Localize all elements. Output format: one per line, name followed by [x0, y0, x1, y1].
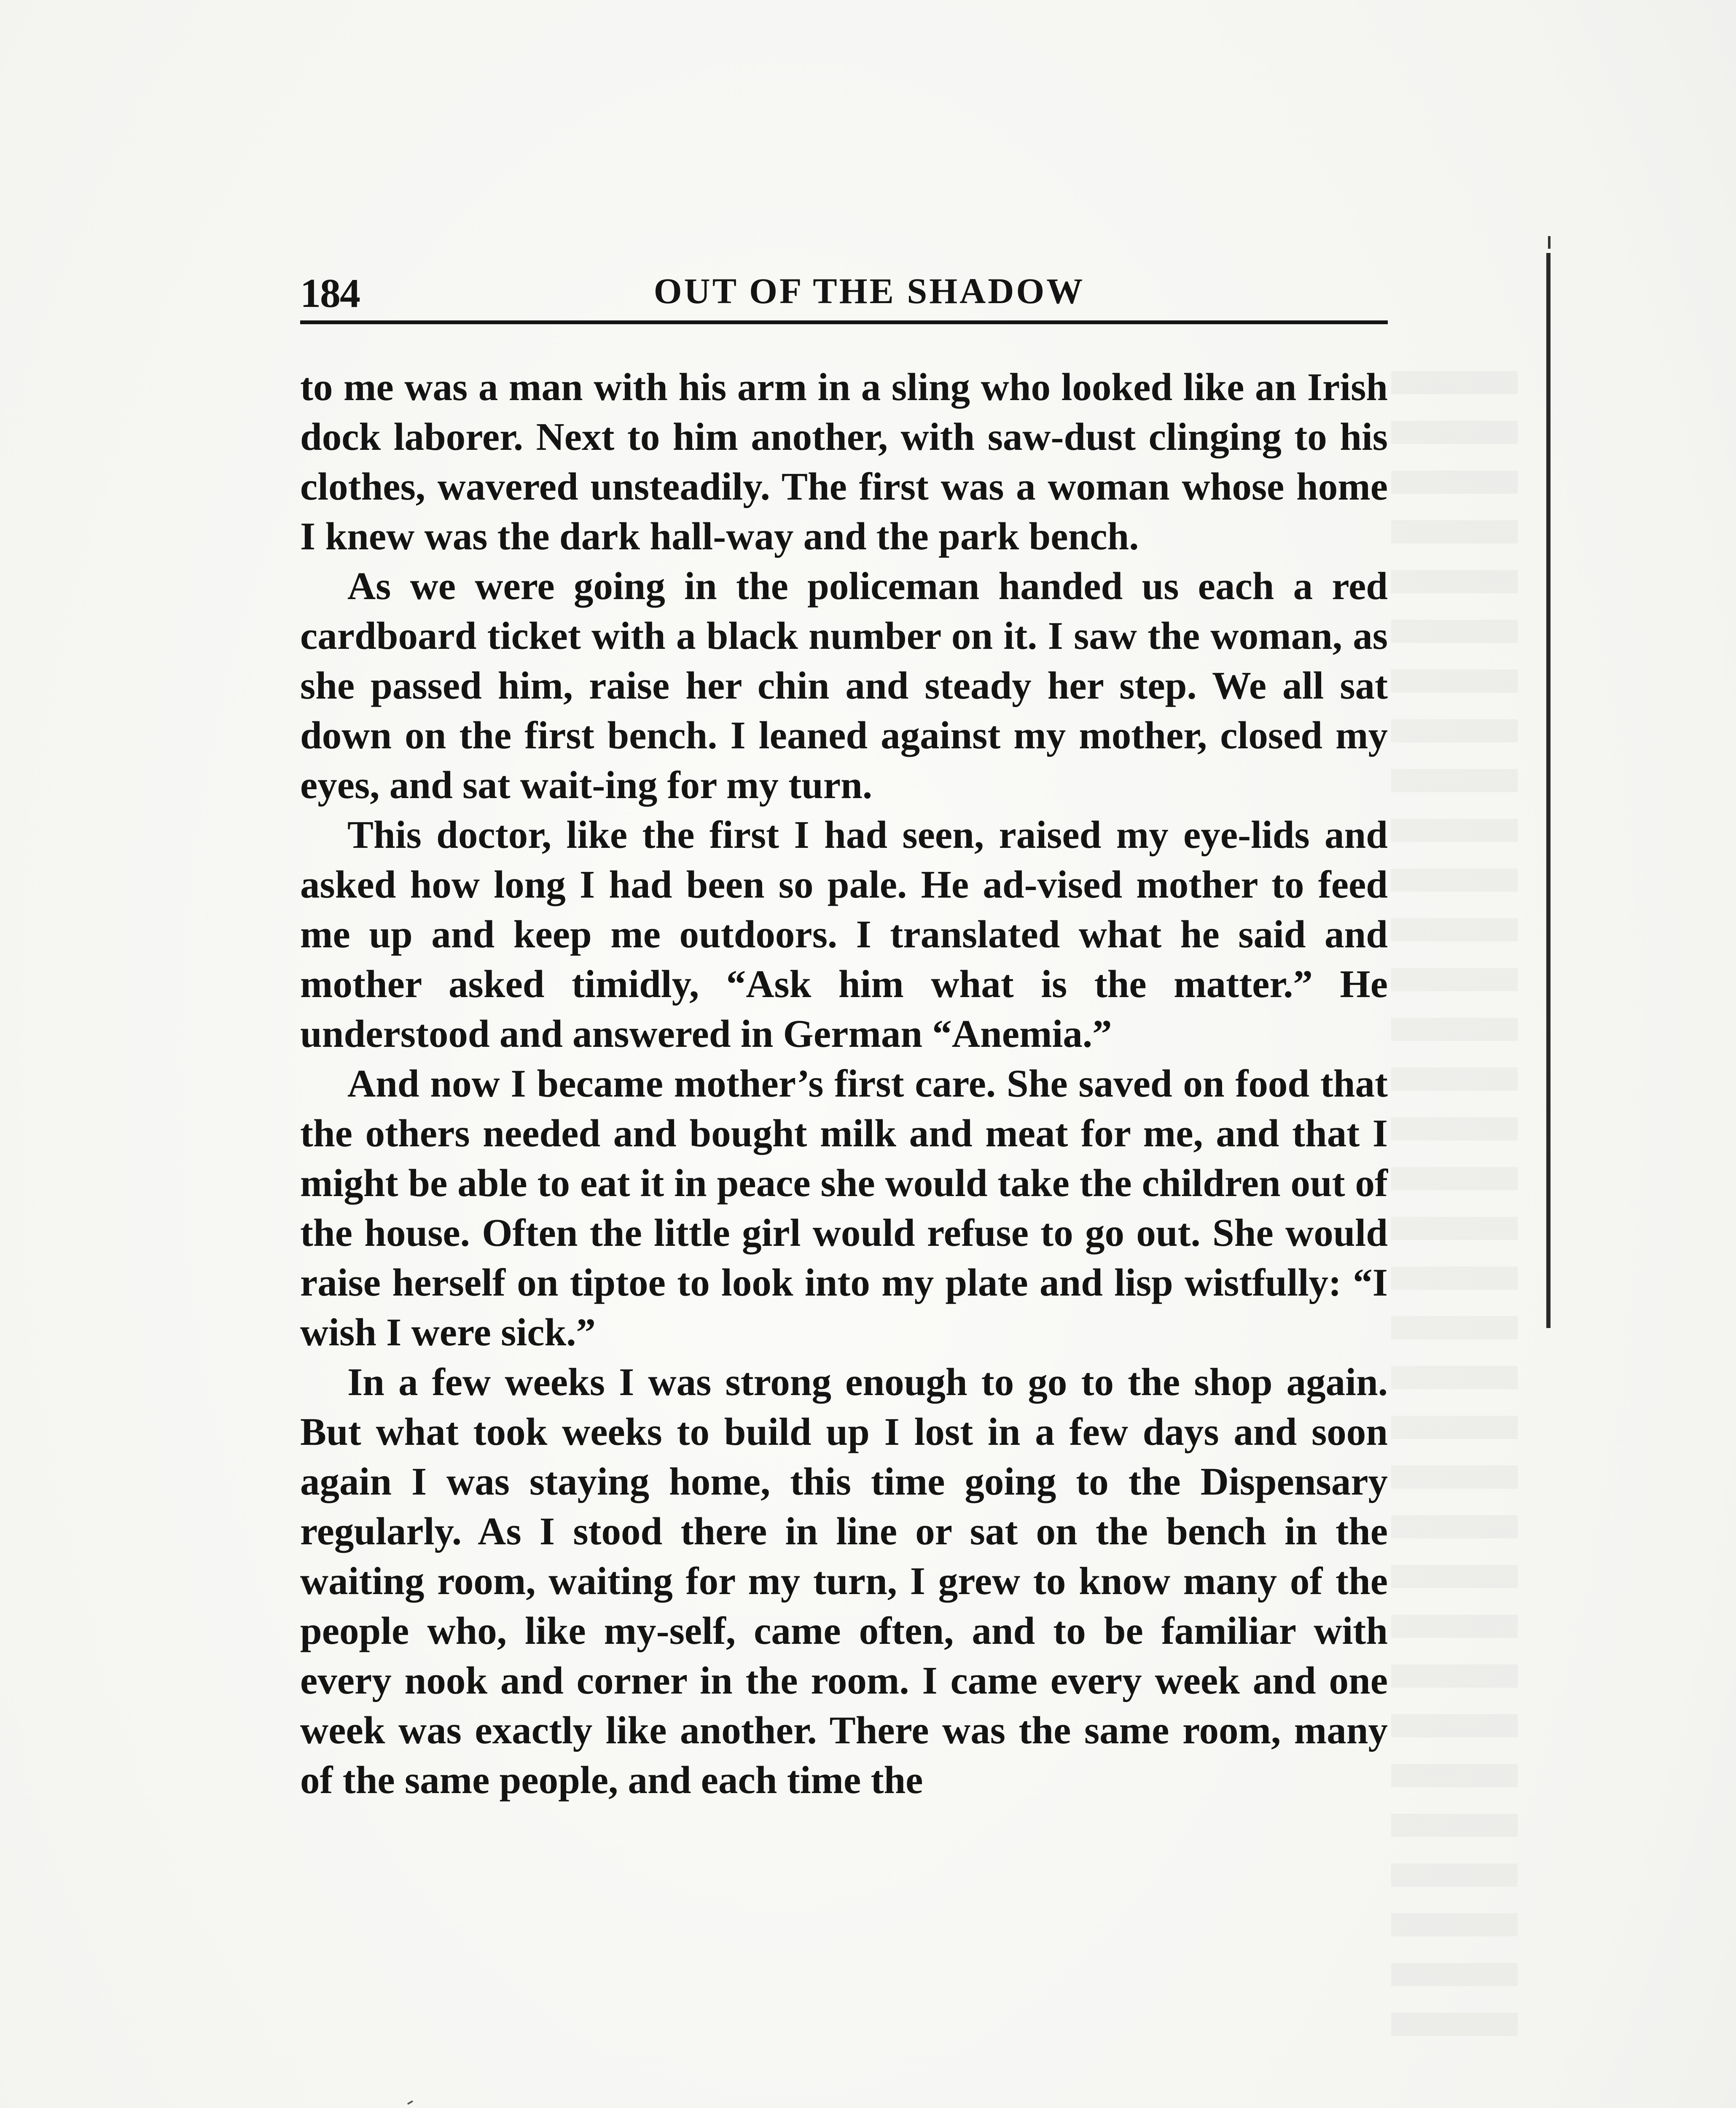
page-edge-shadow	[1546, 253, 1551, 1328]
paragraph: And now I became mother’s first care. She saved on food that the others needed and bought milk and meat for me, and that I might be able to eat it in peace she would take the children out of the house. Often the little girl would refuse to go out. She would raise herself on tiptoe to look into my plate and lisp wistfully: “I wish I were sick.”	[300, 1062, 1388, 1354]
paragraph: As we were going in the policeman handed us each a red cardboard ticket with a black number on it. I saw the woman, as she passed him, raise her chin and steady her step. We all sat down on the first bench. I leaned against my mother, closed my eyes, and sat wait-ing for my turn.	[300, 565, 1388, 807]
paragraph: This doctor, like the first I had seen, raised my eye-lids and asked how long I had been so pale. He ad-vised mother to feed me up and keep me outdoors. I translated what he said and mother asked timidly, “Ask him what is the matter.” He understood and answered in German “Anemia.”	[300, 813, 1388, 1056]
page-edge-tick	[1548, 236, 1551, 249]
page-number: 184	[300, 271, 360, 316]
paragraph-continued: to me was a man with his arm in a sling who looked like an Irish dock laborer. Next to him another, with saw-dust clinging to his clothes, wavered unsteadily. The first was a woman whose home I knew was the dark hall-way and the park bench.	[300, 366, 1388, 558]
running-head-title: OUT OF THE SHADOW	[653, 271, 1085, 311]
paper-speck	[407, 2100, 413, 2105]
facing-page-show-through	[1391, 371, 1518, 2057]
running-head	[300, 270, 1388, 318]
paragraph: In a few weeks I was strong enough to go to the shop again. But what took weeks to build up I lost in a few days and soon again I was staying home, this time going to the Dispensary regularly. As I stood there in line or sat on the bench in the waiting room, waiting for my turn, I grew to know many of the people who, like my-self, came often, and to be familiar with every nook and corner in the room. I came every week and one week was exactly like another. There was the same room, many of the same people, and each time the	[300, 1361, 1388, 1802]
body-text	[300, 363, 1388, 1805]
header-rule	[300, 320, 1388, 324]
